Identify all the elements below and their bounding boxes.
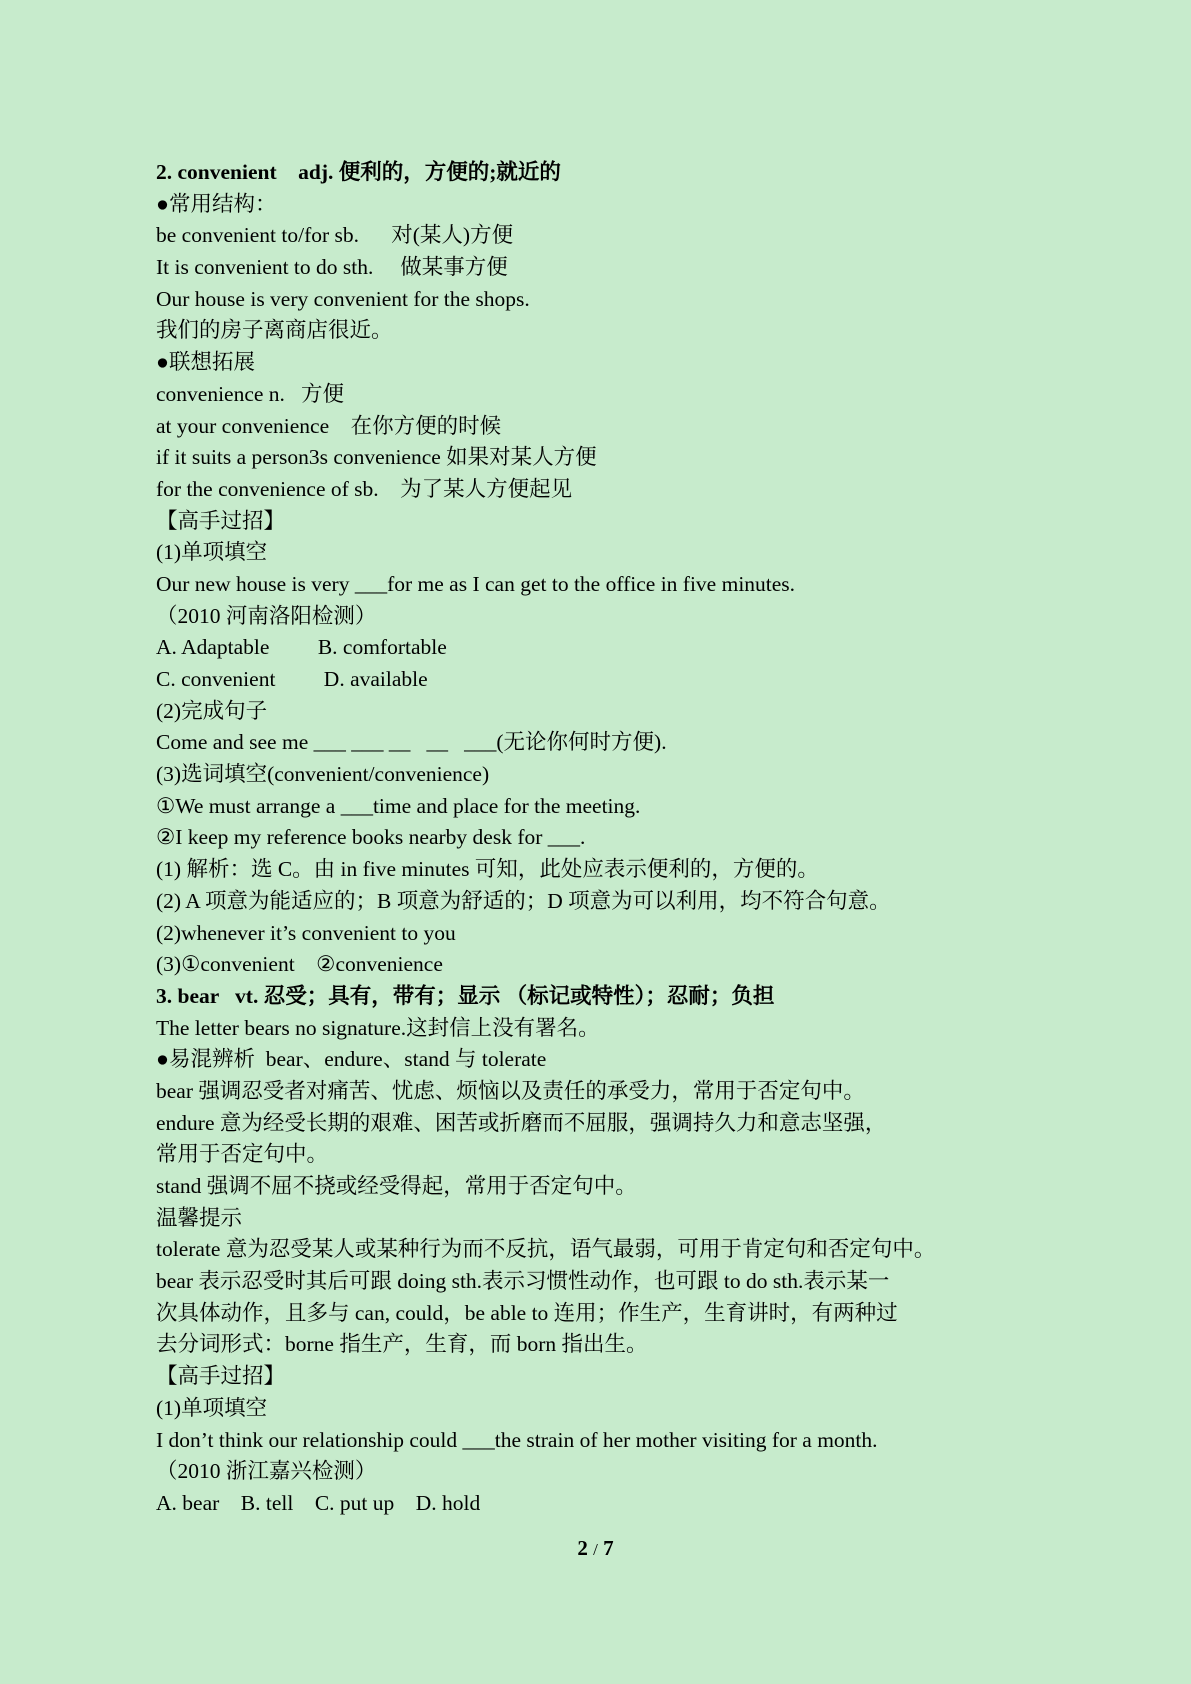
text-line: A. bear B. tell C. put up D. hold — [156, 1490, 481, 1515]
text-line: (1) 解析：选 C。由 in five minutes 可知，此处应表示便利的，方便的。 — [156, 857, 819, 882]
section-heading: 3. bear vt. 忍受；具有，带有；显示 （标记或特性）；忍耐；负担 — [156, 983, 775, 1008]
text-line: A. Adaptable B. comfortable — [156, 635, 447, 660]
text-line: for the convenience of sb. 为了某人方便起见 — [156, 476, 573, 501]
text-line: ●易混辨析 bear、endure、stand 与 tolerate — [156, 1047, 547, 1072]
text-line: C. convenient D. available — [156, 667, 428, 691]
page-separator: / — [593, 1540, 598, 1559]
document-body — [156, 157, 1056, 1520]
page-number — [0, 1536, 1191, 1561]
text-line: (1)单项填空 — [156, 1395, 268, 1420]
text-line: （2010 河南洛阳检测） — [156, 603, 377, 628]
text-line: (1)单项填空 — [156, 540, 268, 565]
text-line: endure 意为经受长期的艰难、困苦或折磨而不屈服，强调持久力和意志坚强， — [156, 1110, 887, 1135]
text-line: if it suits a person3s convenience 如果对某人方便 — [156, 445, 597, 470]
text-line: (2)whenever it’s convenient to you — [156, 920, 456, 945]
text-line: (2) A 项意为能适应的；B 项意为舒适的；D 项意为可以利用，均不符合句意。 — [156, 888, 891, 913]
text-line: Our new house is very ___for me as I can get to the office in five minutes. — [156, 571, 796, 596]
text-line: 我们的房子离商店很近。 — [156, 318, 393, 343]
text-line: bear 强调忍受者对痛苦、忧虑、烦恼以及责任的承受力，常用于否定句中。 — [156, 1078, 865, 1103]
text-line: be convenient to/for sb. 对(某人)方便 — [156, 223, 514, 248]
text-line: stand 强调不屈不挠或经受得起，常用于否定句中。 — [156, 1174, 637, 1198]
text-line: It is convenient to do sth. 做某事方便 — [156, 255, 508, 280]
text-line: 【高手过招】 — [156, 508, 286, 533]
text-line: 去分词形式：borne 指生产，生育，而 born 指出生。 — [156, 1332, 648, 1357]
text-line: (2)完成句子 — [156, 698, 268, 723]
text-line: Our house is very convenient for the shops. — [156, 286, 530, 311]
text-line: 【高手过招】 — [156, 1364, 286, 1389]
text-line: at your convenience 在你方便的时候 — [156, 413, 502, 438]
text-line: tolerate 意为忍受某人或某种行为而不反抗，语气最弱，可用于肯定句和否定句中。 — [156, 1237, 936, 1262]
text-line: 次具体动作，且多与 can, could，be able to 连用；作生产，生育讲时，有两种过 — [156, 1300, 898, 1325]
text-line: I don’t think our relationship could ___the strain of her mother visiting for a month. — [156, 1427, 878, 1452]
text-line: ●联想拓展 — [156, 350, 255, 375]
text-line: Come and see me ___ ___ __ __ ___(无论你何时方便). — [156, 730, 667, 755]
text-line: ①We must arrange a ___time and place for the meeting. — [156, 793, 641, 818]
text-line: 温馨提示 — [156, 1205, 243, 1230]
text-line: convenience n. 方便 — [156, 381, 345, 406]
page-total: 7 — [603, 1536, 614, 1560]
text-line: 常用于否定句中。 — [156, 1142, 329, 1167]
text-line: （2010 浙江嘉兴检测） — [156, 1459, 377, 1484]
text-line: ●常用结构： — [156, 191, 277, 216]
text-line: (3)①convenient ②convenience — [156, 952, 443, 977]
text-line: (3)选词填空(convenient/convenience) — [156, 762, 490, 787]
text-line: The letter bears no signature.这封信上没有署名。 — [156, 1015, 600, 1040]
page-current: 2 — [577, 1536, 588, 1560]
text-line: bear 表示忍受时其后可跟 doing sth.表示习惯性动作，也可跟 to do sth.表示某一 — [156, 1269, 890, 1294]
text-line: ②I keep my reference books nearby desk for ___. — [156, 825, 586, 850]
section-heading: 2. convenient adj. 便利的，方便的;就近的 — [156, 160, 561, 184]
